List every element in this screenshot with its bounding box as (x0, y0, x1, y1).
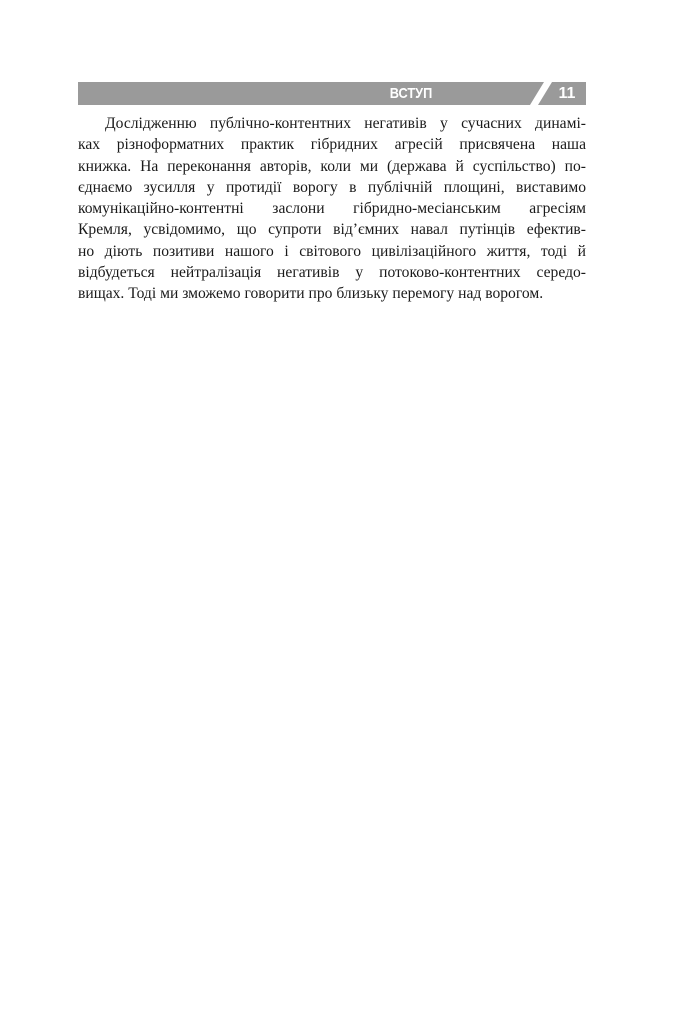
text-line: но діють позитиви нашого і світового цивілізаційного життя, тоді й (78, 242, 586, 260)
text-line: комунікаційно-контентні заслони гібридно-месіанським агресіям (78, 200, 586, 218)
text-line: книжка. На переконання авторів, коли ми (держава й суспільство) по- (78, 157, 586, 175)
text-line: вищах. Тоді ми зможемо говорити про близьку перемогу над ворогом. (78, 285, 544, 303)
page-number: 11 (558, 85, 576, 102)
text-line: єднаємо зусилля у протидії ворогу в публічній площині, виставимо (78, 178, 586, 196)
text-line: Кремля, усвідомимо, що супроти від’ємних навал путінців ефектив- (78, 221, 586, 239)
running-header (78, 82, 586, 105)
section-title: ВСТУП (389, 85, 433, 102)
text-line: ках різноформатних практик гібридних агресій присвячена наша (78, 136, 586, 154)
text-line: відбудеться нейтралізація негативів у потоково-контентних середо- (78, 264, 586, 282)
text-line: Дослідженню публічно-контентних негативів у сучасних динамі- (105, 115, 586, 132)
paragraph (78, 113, 586, 305)
